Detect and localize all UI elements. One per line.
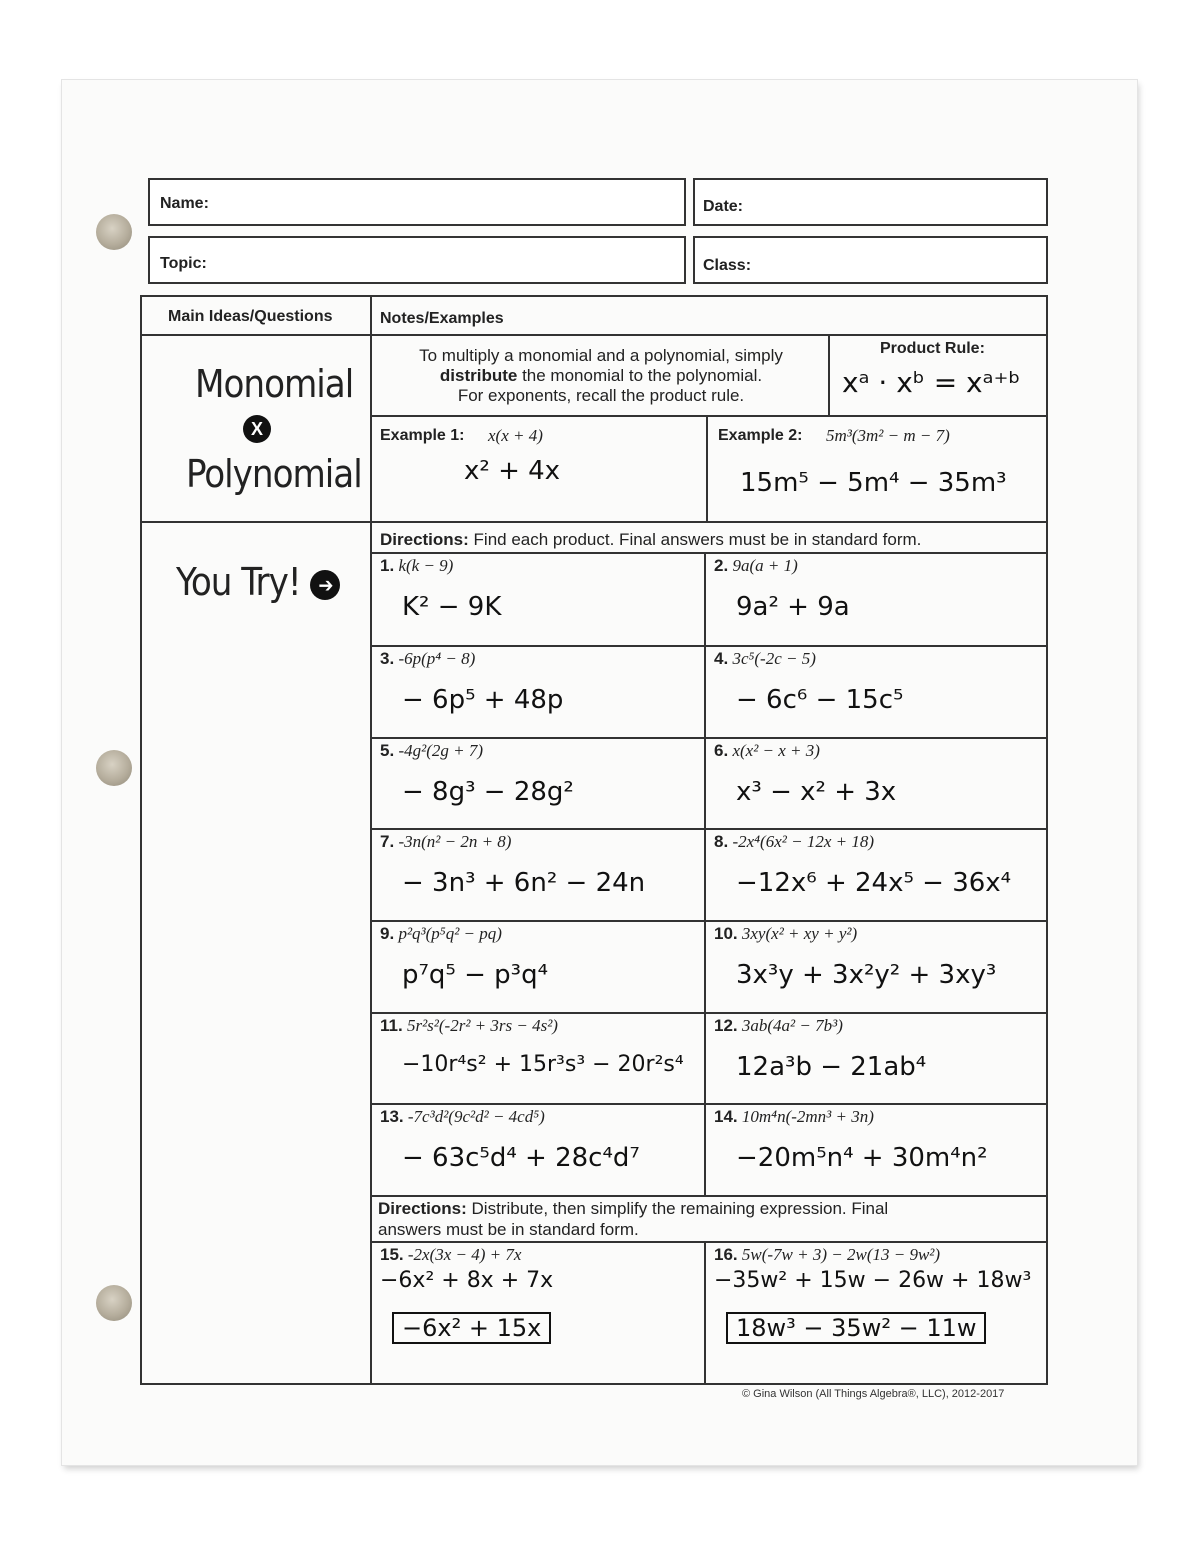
problem-5-answer: − 8g³ − 28g² <box>402 777 574 807</box>
problem-12-expression: 12. 3ab(4a² − 7b³) <box>714 1016 843 1035</box>
row-divider <box>372 1195 1048 1197</box>
date-label: Date: <box>703 198 744 215</box>
problem-7-answer: − 3n³ + 6n² − 24n <box>402 868 646 898</box>
class-field[interactable] <box>693 236 1048 284</box>
example2-problem: 5m³(3m² − m − 7) <box>826 426 950 445</box>
problem-11-answer: −10r⁴s² + 15r³s³ − 20r²s⁴ <box>402 1052 684 1077</box>
topic-title-monomial: Monomial <box>195 362 354 406</box>
date-field[interactable] <box>693 178 1048 226</box>
name-field[interactable] <box>148 178 686 226</box>
problem-10-answer: 3x³y + 3x²y² + 3xy³ <box>736 960 997 990</box>
name-label: Name: <box>160 195 209 212</box>
cell-divider <box>704 1241 706 1385</box>
col1-header: Main Ideas/Questions <box>168 308 333 325</box>
problem-12-answer: 12a³b − 21ab⁴ <box>736 1052 927 1082</box>
binder-hole <box>96 214 132 250</box>
binder-hole <box>96 750 132 786</box>
problem-16-work: −35w² + 15w − 26w + 18w³ <box>714 1268 1032 1293</box>
intro-text-line2: distribute the monomial to the polynomial. <box>439 366 763 385</box>
class-label: Class: <box>703 257 752 274</box>
problem-3-expression: 3. -6p(p⁴ − 8) <box>380 649 476 668</box>
problem-7-expression: 7. -3n(n² − 2n + 8) <box>380 832 512 851</box>
problem-16-expression: 16. 5w(-7w + 3) − 2w(13 − 9w²) <box>714 1245 941 1264</box>
cell-divider <box>828 334 830 416</box>
row-divider <box>372 737 1048 739</box>
binder-hole <box>96 1285 132 1321</box>
example1-label: Example 1: <box>380 427 465 444</box>
problem-8-expression: 8. -2x⁴(6x² − 12x + 18) <box>714 832 875 851</box>
problem-4-answer: − 6c⁶ − 15c⁵ <box>736 685 904 715</box>
cell-divider <box>704 552 706 1196</box>
row-divider <box>372 1241 1048 1243</box>
cell-divider <box>706 416 708 522</box>
problem-13-answer: − 63c⁵d⁴ + 28c⁴d⁷ <box>402 1143 640 1173</box>
problem-1-answer: K² − 9K <box>402 592 502 622</box>
intro-text <box>376 346 826 406</box>
row-divider <box>372 1012 1048 1014</box>
problem-4-expression: 4. 3c⁵(-2c − 5) <box>714 649 816 668</box>
product-rule-formula: xᵃ · xᵇ = xᵃ⁺ᵇ <box>842 366 1021 399</box>
problem-6-expression: 6. x(x² − x + 3) <box>714 741 820 760</box>
problem-8-answer: −12x⁶ + 24x⁵ − 36x⁴ <box>736 868 1012 898</box>
problem-9-answer: p⁷q⁵ − p³q⁴ <box>402 960 549 990</box>
product-rule-label: Product Rule: <box>880 340 985 357</box>
problem-14-answer: −20m⁵n⁴ + 30m⁴n² <box>736 1143 988 1173</box>
row-divider <box>140 334 1048 336</box>
col2-header: Notes/Examples <box>380 310 504 327</box>
problem-3-answer: − 6p⁵ + 48p <box>402 685 564 715</box>
row-divider <box>372 552 1048 554</box>
row-divider <box>372 828 1048 830</box>
row-divider <box>140 521 1048 523</box>
problem-16-final-answer: 18w³ − 35w² − 11w <box>726 1312 986 1344</box>
row-divider <box>372 415 1048 417</box>
you-try-heading: You Try! ➔ <box>176 560 340 604</box>
directions-2: Directions: Distribute, then simplify the remaining expression. Final answers must be in standard form. <box>378 1199 889 1239</box>
problem-1-expression: 1. k(k − 9) <box>380 556 454 575</box>
intro-text-line3: For exponents, recall the product rule. <box>457 386 745 405</box>
topic-label: Topic: <box>160 255 207 272</box>
problem-5-expression: 5. -4g²(2g + 7) <box>380 741 483 760</box>
problem-15-work: −6x² + 8x + 7x <box>380 1268 554 1293</box>
row-divider <box>372 1103 1048 1105</box>
problem-2-answer: 9a² + 9a <box>736 592 850 622</box>
problem-13-expression: 13. -7c³d²(9c²d² − 4cd⁵) <box>380 1107 545 1126</box>
example2-label: Example 2: <box>718 427 803 444</box>
problem-15-expression: 15. -2x(3x − 4) + 7x <box>380 1245 522 1264</box>
row-divider <box>372 920 1048 922</box>
copyright: © Gina Wilson (All Things Algebra®, LLC), 2012-2017 <box>742 1388 1005 1400</box>
arrow-right-icon: ➔ <box>310 570 340 600</box>
times-icon: X <box>243 415 271 443</box>
problem-9-expression: 9. p²q³(p⁵q² − pq) <box>380 924 502 943</box>
example1-answer: x² + 4x <box>464 456 561 486</box>
problem-11-expression: 11. 5r²s²(-2r² + 3rs − 4s²) <box>380 1016 558 1035</box>
problem-15-final-answer: −6x² + 15x <box>392 1312 551 1344</box>
problem-10-expression: 10. 3xy(x² + xy + y²) <box>714 924 858 943</box>
topic-title-polynomial: Polynomial <box>186 452 362 496</box>
problem-6-answer: x³ − x² + 3x <box>736 777 897 807</box>
directions-1: Directions: Find each product. Final answers must be in standard form. <box>380 530 922 549</box>
example2-answer: 15m⁵ − 5m⁴ − 35m³ <box>740 468 1007 498</box>
intro-text-line1: To multiply a monomial and a polynomial, simply <box>419 346 783 365</box>
row-divider <box>372 645 1048 647</box>
topic-field[interactable] <box>148 236 686 284</box>
problem-2-expression: 2. 9a(a + 1) <box>714 556 798 575</box>
column-divider <box>370 295 372 1385</box>
problem-14-expression: 14. 10m⁴n(-2mn³ + 3n) <box>714 1107 874 1126</box>
example1-problem: x(x + 4) <box>488 426 543 445</box>
